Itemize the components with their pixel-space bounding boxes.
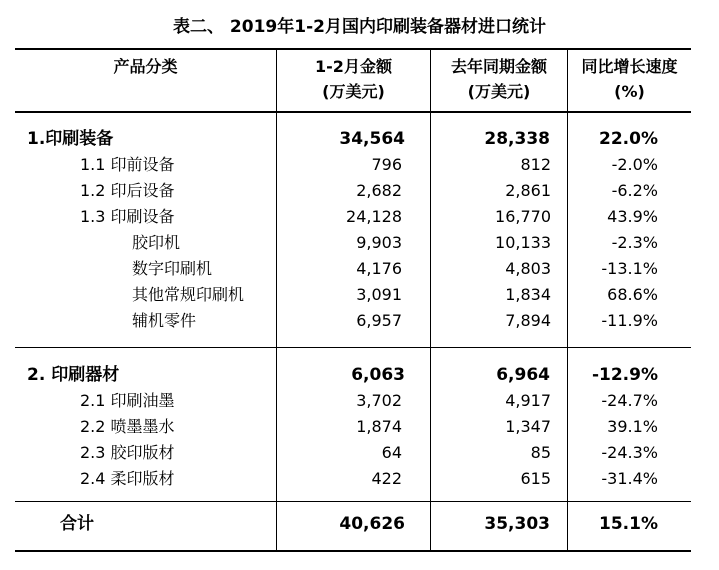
row-last: 812 bbox=[520, 155, 551, 174]
section-divider bbox=[15, 347, 691, 348]
row-label: 胶印机 bbox=[132, 233, 181, 252]
row-growth: 39.1% bbox=[607, 417, 658, 436]
row-growth: -13.1% bbox=[601, 259, 658, 278]
row-label: 数字印刷机 bbox=[132, 259, 213, 278]
total-divider bbox=[15, 501, 691, 502]
row-growth: -24.7% bbox=[601, 391, 658, 410]
row-last: 4,917 bbox=[505, 391, 551, 410]
row-last: 7,894 bbox=[505, 311, 551, 330]
row-current: 1,874 bbox=[356, 417, 402, 436]
row-last: 6,964 bbox=[496, 365, 550, 385]
row-last: 10,133 bbox=[495, 233, 551, 252]
row-growth: -11.9% bbox=[601, 311, 658, 330]
row-current: 3,091 bbox=[356, 285, 402, 304]
total-growth: 15.1% bbox=[599, 514, 658, 534]
row-last: 615 bbox=[520, 469, 551, 488]
total-last: 35,303 bbox=[484, 514, 550, 534]
row-growth: -2.3% bbox=[611, 233, 658, 252]
row-label: 2.4 柔印版材 bbox=[80, 469, 175, 488]
row-last: 28,338 bbox=[484, 129, 550, 149]
row-growth: -6.2% bbox=[611, 181, 658, 200]
row-last: 85 bbox=[530, 443, 551, 462]
header-bottom-border bbox=[15, 111, 691, 113]
row-label: 1.2 印后设备 bbox=[80, 181, 175, 200]
row-current: 9,903 bbox=[356, 233, 402, 252]
row-label: 辅机零件 bbox=[132, 311, 197, 330]
row-growth: 43.9% bbox=[607, 207, 658, 226]
header-lastyear-unit: (万美元) bbox=[467, 82, 531, 101]
row-current: 6,957 bbox=[356, 311, 402, 330]
row-current: 6,063 bbox=[351, 365, 405, 385]
total-label: 合计 bbox=[60, 514, 94, 534]
row-growth: -12.9% bbox=[591, 365, 658, 385]
row-growth: -31.4% bbox=[601, 469, 658, 488]
row-current: 4,176 bbox=[356, 259, 402, 278]
import-statistics-table bbox=[15, 48, 691, 552]
table-title: 表二、 2019年1-2月国内印刷装备器材进口统计 bbox=[173, 17, 546, 37]
row-label: 2.1 印刷油墨 bbox=[80, 391, 175, 410]
row-label: 其他常规印刷机 bbox=[132, 285, 245, 304]
bottom-border bbox=[15, 550, 691, 552]
row-current: 796 bbox=[371, 155, 402, 174]
row-current: 2,682 bbox=[356, 181, 402, 200]
row-growth: -2.0% bbox=[611, 155, 658, 174]
row-label: 1.印刷装备 bbox=[27, 129, 114, 149]
row-growth: -24.3% bbox=[601, 443, 658, 462]
header-current-amount: 1-2月金额 bbox=[315, 57, 392, 76]
header-current-unit: (万美元) bbox=[322, 82, 385, 101]
header-growth: 同比增长速度 bbox=[581, 57, 678, 76]
row-label: 2. 印刷器材 bbox=[27, 365, 120, 385]
row-last: 1,347 bbox=[505, 417, 551, 436]
row-current: 3,702 bbox=[356, 391, 402, 410]
row-last: 4,803 bbox=[505, 259, 551, 278]
row-current: 64 bbox=[381, 443, 402, 462]
row-last: 1,834 bbox=[505, 285, 551, 304]
row-current: 24,128 bbox=[346, 207, 402, 226]
row-growth: 68.6% bbox=[607, 285, 658, 304]
row-label: 2.2 喷墨墨水 bbox=[80, 417, 175, 436]
row-current: 422 bbox=[371, 469, 402, 488]
header-growth-unit: (%) bbox=[614, 82, 645, 101]
top-border bbox=[15, 48, 691, 50]
row-label: 1.1 印前设备 bbox=[80, 155, 175, 174]
total-current: 40,626 bbox=[339, 514, 405, 534]
row-label: 2.3 胶印版材 bbox=[80, 443, 175, 462]
row-growth: 22.0% bbox=[599, 129, 658, 149]
row-current: 34,564 bbox=[339, 129, 405, 149]
row-last: 2,861 bbox=[505, 181, 551, 200]
row-last: 16,770 bbox=[495, 207, 551, 226]
header-lastyear-amount: 去年同期金额 bbox=[450, 57, 547, 76]
header-category: 产品分类 bbox=[113, 57, 178, 76]
row-label: 1.3 印刷设备 bbox=[80, 207, 175, 226]
